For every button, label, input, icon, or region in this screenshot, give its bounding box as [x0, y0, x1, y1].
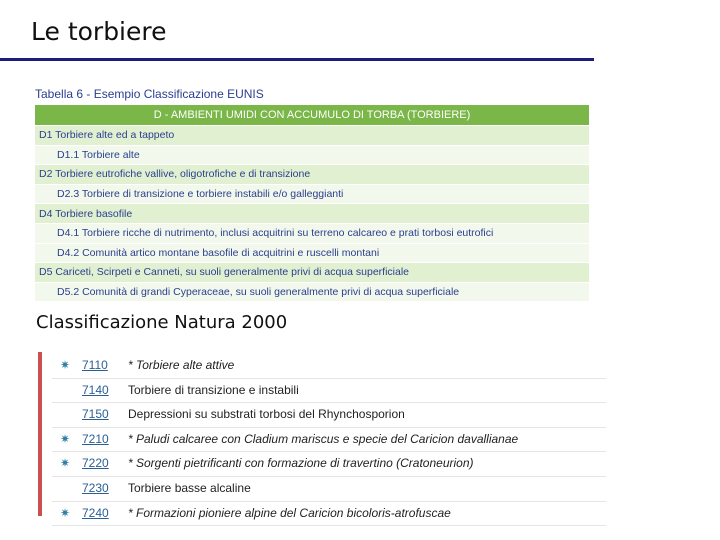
eunis-table-row — [35, 126, 589, 146]
priority-asterisk-icon: ✷ — [59, 505, 71, 520]
eunis-row-text: D4.2 Comunità artico montane basofile di acquitrini e ruscelli montani — [35, 243, 589, 263]
eunis-row-text: D4 Torbiere basofile — [35, 204, 589, 224]
eunis-header-cell: D - AMBIENTI UMIDI CON ACCUMULO DI TORBA (TORBIERE) — [35, 105, 589, 126]
eunis-row-text: D1 Torbiere alte ed a tappeto — [35, 126, 589, 146]
habitat-code-link[interactable]: 7230 — [82, 480, 109, 495]
habitat-description: Depressioni su substrati torbosi del Rhynchosporion — [128, 407, 405, 422]
habitat-description: Torbiere di transizione e instabili — [128, 382, 299, 397]
natura2000-title: Classificazione Natura 2000 — [36, 312, 288, 333]
eunis-table — [35, 104, 589, 301]
eunis-row-text: D2.3 Torbiere di transizione e torbiere instabili e/o galleggianti — [35, 184, 589, 204]
habitat-description: Torbiere basse alcaline — [128, 480, 251, 495]
habitat-code-link[interactable]: 7110 — [82, 358, 108, 372]
eunis-table-row — [35, 223, 589, 243]
priority-asterisk-icon: ✷ — [59, 456, 71, 471]
habitat-description: * Sorgenti pietrificanti con formazione di travertino (Cratoneurion) — [128, 456, 474, 471]
habitat-row — [52, 428, 606, 453]
eunis-table-row — [35, 282, 589, 301]
eunis-table-row — [35, 263, 589, 283]
eunis-table-caption: Tabella 6 - Esempio Classificazione EUNIS — [35, 87, 264, 101]
habitat-row — [52, 477, 606, 502]
eunis-table-row — [35, 184, 589, 204]
slide-title: Le torbiere — [31, 17, 167, 46]
priority-asterisk-icon: ✷ — [59, 358, 71, 372]
natura2000-habitat-list — [52, 354, 606, 526]
eunis-row-text: D4.1 Torbiere ricche di nutrimento, inclusi acquitrini su terreno calcareo e prati torbosi eutrofici — [35, 223, 589, 243]
eunis-table-row — [35, 165, 589, 185]
habitat-row — [52, 354, 606, 379]
habitat-code-link[interactable]: 7220 — [82, 456, 109, 471]
eunis-table-header — [35, 105, 589, 126]
natura2000-accent-bar — [38, 352, 42, 516]
habitat-description: * Formazioni pioniere alpine del Caricion bicoloris-atrofuscae — [128, 505, 451, 520]
eunis-row-text: D2 Torbiere eutrofiche vallive, oligotrofiche e di transizione — [35, 165, 589, 185]
habitat-code-link[interactable]: 7240 — [82, 505, 109, 520]
eunis-row-text: D5 Cariceti, Scirpeti e Canneti, su suoli generalmente privi di acqua superficiale — [35, 263, 589, 283]
habitat-description: * Torbiere alte attive — [128, 358, 235, 372]
habitat-row — [52, 502, 606, 527]
habitat-description: * Paludi calcaree con Cladium mariscus e specie del Caricion davallianae — [128, 431, 519, 446]
title-divider — [0, 58, 594, 61]
habitat-row — [52, 403, 606, 428]
eunis-row-text: D5.2 Comunità di grandi Cyperaceae, su suoli generalmente privi di acqua superficiale — [35, 282, 589, 301]
habitat-code-link[interactable]: 7140 — [82, 382, 109, 397]
habitat-code-link[interactable]: 7150 — [82, 407, 109, 422]
eunis-table-row — [35, 204, 589, 224]
eunis-row-text: D1.1 Torbiere alte — [35, 145, 589, 165]
habitat-row — [52, 452, 606, 477]
habitat-row — [52, 379, 606, 404]
eunis-table-row — [35, 243, 589, 263]
eunis-table-row — [35, 145, 589, 165]
priority-asterisk-icon: ✷ — [59, 431, 71, 446]
habitat-code-link[interactable]: 7210 — [82, 431, 109, 446]
